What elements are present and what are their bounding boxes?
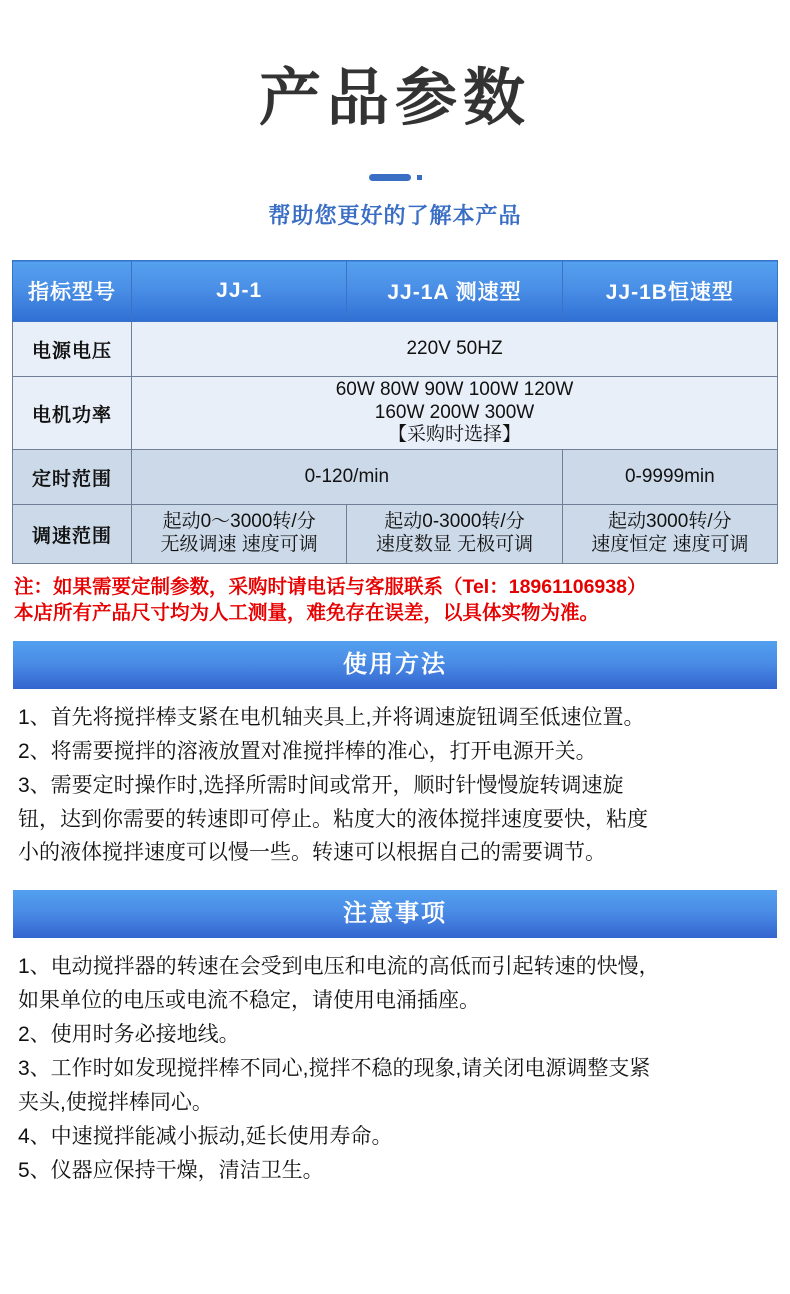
speed-jj1a-line-1: 起动0-3000转/分 xyxy=(384,511,525,533)
power-line-2: 160W 200W 300W xyxy=(374,401,535,423)
power-line-3: 【采购时选择】 xyxy=(387,424,521,446)
notice-item-2: 2、使用时务必接地线。 xyxy=(18,1023,240,1047)
usage-step-2: 2、将需要搅拌的溶液放置对准搅拌棒的准心，打开电源开关。 xyxy=(18,739,597,763)
speed-jj1-line-2: 无级调速 速度可调 xyxy=(160,534,318,555)
cell-timer-value-1: 0-120/min xyxy=(132,450,563,505)
divider-bar xyxy=(369,174,411,181)
speed-jj1b-line-2: 速度恒定 速度可调 xyxy=(591,534,749,555)
column-header-jj1b: JJ-1B恒速型 xyxy=(562,261,777,322)
speed-jj1-line-1: 起动0～3000转/分 xyxy=(162,511,316,533)
notice-items-block xyxy=(18,951,772,1186)
column-header-jj1a: JJ-1A 测速型 xyxy=(347,261,562,322)
table-row xyxy=(13,377,778,450)
table-row xyxy=(13,322,778,377)
cell-power-value xyxy=(132,377,778,450)
usage-step-1: 1、首先将搅拌棒支紧在电机轴夹具上,并将调速旋钮调至低速位置。 xyxy=(18,705,645,729)
table-row xyxy=(13,450,778,505)
page-title: 产品参数 xyxy=(258,64,531,133)
spec-table xyxy=(12,260,778,564)
usage-step-3-cont-1: 钮，达到你需要的转速即可停止。粘度大的液体搅拌速度要快，粘度 xyxy=(18,807,648,831)
notice-item-3-cont: 夹头,使搅拌棒同心。 xyxy=(18,1091,213,1114)
notice-item-5: 5、仪器应保持干燥，清洁卫生。 xyxy=(18,1158,324,1182)
usage-step-3-cont-2: 小的液体搅拌速度可以慢一些。转速可以根据自己的需要调节。 xyxy=(18,841,606,865)
row-label-speed: 调速范围 xyxy=(13,505,132,564)
usage-steps-block xyxy=(18,702,772,870)
page-subtitle: 帮助您更好的了解本产品 xyxy=(268,203,522,228)
section-banner-usage: 使用方法 xyxy=(13,641,777,689)
cell-speed-jj1a xyxy=(347,505,562,564)
divider-dot xyxy=(417,175,422,180)
section-banner-notice: 注意事项 xyxy=(13,890,777,938)
cell-voltage-value: 220V 50HZ xyxy=(132,322,778,377)
table-row xyxy=(13,505,778,564)
power-line-1: 60W 80W 90W 100W 120W xyxy=(335,379,574,401)
table-header-row xyxy=(13,261,778,322)
usage-step-3: 3、需要定时操作时,选择所需时间或常开，顺时针慢慢旋转调速旋 xyxy=(18,773,624,797)
row-label-timer: 定时范围 xyxy=(13,450,132,505)
row-label-voltage: 电源电压 xyxy=(13,322,132,377)
note-line-1: 注：如果需要定制参数，采购时请电话与客服联系（Tel：18961106938） xyxy=(14,576,647,598)
speed-jj1a-line-2: 速度数显 无极可调 xyxy=(375,534,534,555)
cell-speed-jj1 xyxy=(132,505,347,564)
notice-item-3: 3、工作时如发现搅拌棒不同心,搅拌不稳的现象,请关闭电源调整支紧 xyxy=(18,1057,651,1081)
cell-speed-jj1b xyxy=(562,505,777,564)
cell-timer-value-2: 0-9999min xyxy=(562,450,777,505)
note-line-2: 本店所有产品尺寸均为人工测量，难免存在误差，以具体实物为准。 xyxy=(14,601,600,624)
custom-parameter-note xyxy=(14,575,776,627)
notice-item-1-cont: 如果单位的电压或电流不稳定，请使用电涌插座。 xyxy=(18,989,480,1013)
spec-table-body xyxy=(13,322,778,564)
notice-item-4: 4、中速搅拌能减小振动,延长使用寿命。 xyxy=(18,1124,393,1148)
column-header-jj1: JJ-1 xyxy=(132,261,347,322)
notice-item-1: 1、电动搅拌器的转速在会受到电压和电流的高低而引起转速的快慢， xyxy=(18,955,660,979)
speed-jj1b-line-1: 起动3000转/分 xyxy=(608,511,732,533)
dash-dot-divider-icon xyxy=(0,172,790,182)
row-label-power: 电机功率 xyxy=(13,377,132,450)
spec-table-header xyxy=(13,261,778,322)
column-header-model: 指标型号 xyxy=(13,261,132,322)
